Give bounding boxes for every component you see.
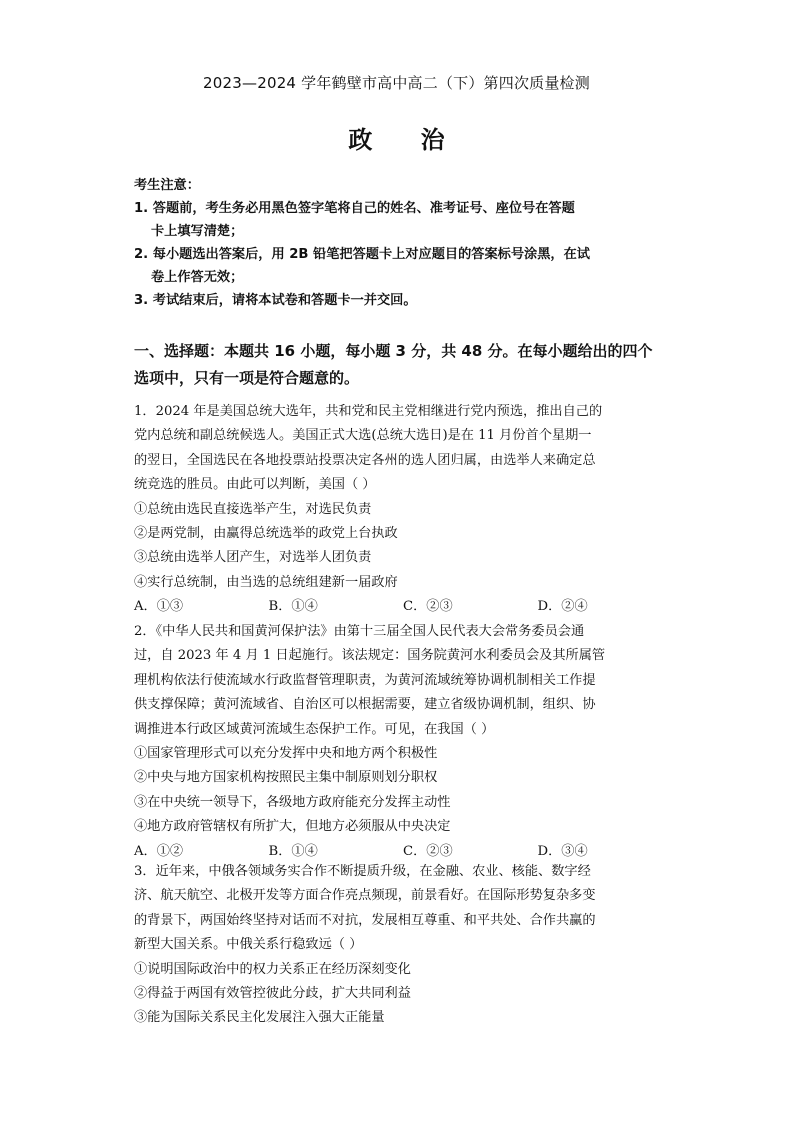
question-item: ①总统由选民直接选举产生，对选民负责 xyxy=(134,501,372,517)
answer-option: D．②④ xyxy=(537,599,588,615)
question-item: ②是两党制，由赢得总统选举的政党上台执政 xyxy=(134,526,398,542)
question-stem-line: 理机构依法行使流域水行政监督管理职责，为黄河流域统筹协调机制相关工作提 xyxy=(134,672,596,688)
answer-option: C．②③ xyxy=(403,599,453,615)
question-stem-line: 调推进本行政区域黄河流域生态保护工作。可见，在我国（ ） xyxy=(134,721,495,737)
question-stem-line: 3．近年来，中俄各领域务实合作不断提质升级，在金融、农业、核能、数字经 xyxy=(134,864,591,879)
answer-options xyxy=(134,595,672,619)
answer-option: B．①④ xyxy=(268,843,318,859)
candidate-notice xyxy=(134,174,674,312)
question-item: ②中央与地方国家机构按照民主集中制原则划分职权 xyxy=(134,770,438,786)
question-stem-line: 济、航天航空、北极开发等方面合作亮点频现，前景看好。在国际形势复杂多变 xyxy=(134,888,596,904)
notice-item: 1. 答题前，考生务必用黑色签字笔将自己的姓名、准考证号、座位号在答题 xyxy=(134,201,575,216)
section-line: 一、选择题：本题共 16 小题，每小题 3 分，共 48 分。在每小题给出的四个 xyxy=(134,342,653,360)
answer-option: A．①② xyxy=(134,843,184,859)
question-3 xyxy=(134,860,672,1031)
section-heading xyxy=(134,338,674,392)
section-line: 选项中，只有一项是符合题意的。 xyxy=(134,369,360,387)
question-2 xyxy=(134,620,672,864)
question-stem-line: 供支撑保障；黄河流域省、自治区可以根据需要，建立省级协调机制，组织、协 xyxy=(134,697,596,713)
question-stem-line: 统竞选的胜员。由此可以判断，美国（ ） xyxy=(134,477,376,493)
notice-item: 卷上作答无效； xyxy=(151,270,244,285)
notice-item: 3. 考试结束后，请将本试卷和答题卡一并交回。 xyxy=(134,293,417,308)
question-stem-line: 的翌日，全国选民在各地投票站投票决定各州的选人团归属，由选举人来确定总 xyxy=(134,452,596,468)
question-stem-line: 1．2024 年是美国总统大选年，共和党和民主党相继进行党内预选，推出自己的 xyxy=(134,404,603,419)
question-item: ③能为国际关系民主化发展注入强大正能量 xyxy=(134,1010,385,1026)
subject-title xyxy=(0,120,793,155)
answer-option: B．①④ xyxy=(268,599,318,615)
notice-item: 2. 每小题选出答案后，用 2B 铅笔把答题卡上对应题目的答案标号涂黑，在试 xyxy=(134,247,590,262)
question-item: ④实行总统制，由当选的总统组建新一届政府 xyxy=(134,574,398,590)
question-item: ③总统由选举人团产生，对选举人团负责 xyxy=(134,550,372,566)
question-stem-line: 的背景下，两国始终坚持对话而不对抗，发展相互尊重、和平共处、合作共赢的 xyxy=(134,912,596,928)
notice-item: 卡上填写清楚； xyxy=(151,224,244,239)
notice-heading: 考生注意： xyxy=(134,178,200,193)
exam-title: 2023—2024 学年鹤壁市高中高二（下）第四次质量检测 xyxy=(203,74,590,92)
answer-option: A．①③ xyxy=(134,599,184,615)
question-item: ④地方政府管辖权有所扩大，但地方必须服从中央决定 xyxy=(134,819,451,835)
subject-char: 政 xyxy=(348,126,373,154)
question-item: ①国家管理形式可以充分发挥中央和地方两个积极性 xyxy=(134,746,438,762)
question-1 xyxy=(134,400,672,620)
answer-option: D．③④ xyxy=(537,843,588,859)
question-item: ②得益于两国有效管控彼此分歧，扩大共同利益 xyxy=(134,986,411,1002)
question-stem-line: 2．《中华人民共和国黄河保护法》由第十三届全国人民代表大会常务委员会通 xyxy=(134,624,585,639)
question-item: ③在中央统一领导下，各级地方政府能充分发挥主动性 xyxy=(134,794,451,810)
question-stem-line: 新型大国关系。中俄关系行稳致远（ ） xyxy=(134,937,363,953)
answer-option: C．②③ xyxy=(403,843,453,859)
question-stem-line: 党内总统和副总统候选人。美国正式大选(总统大选日)是在 11 月份首个星期一 xyxy=(134,428,592,444)
subject-char: 治 xyxy=(420,126,445,154)
question-item: ①说明国际政治中的权力关系正在经历深刻变化 xyxy=(134,961,411,977)
question-stem-line: 过，自 2023 年 4 月 1 日起施行。该法规定：国务院黄河水利委员会及其所属管 xyxy=(134,648,606,664)
